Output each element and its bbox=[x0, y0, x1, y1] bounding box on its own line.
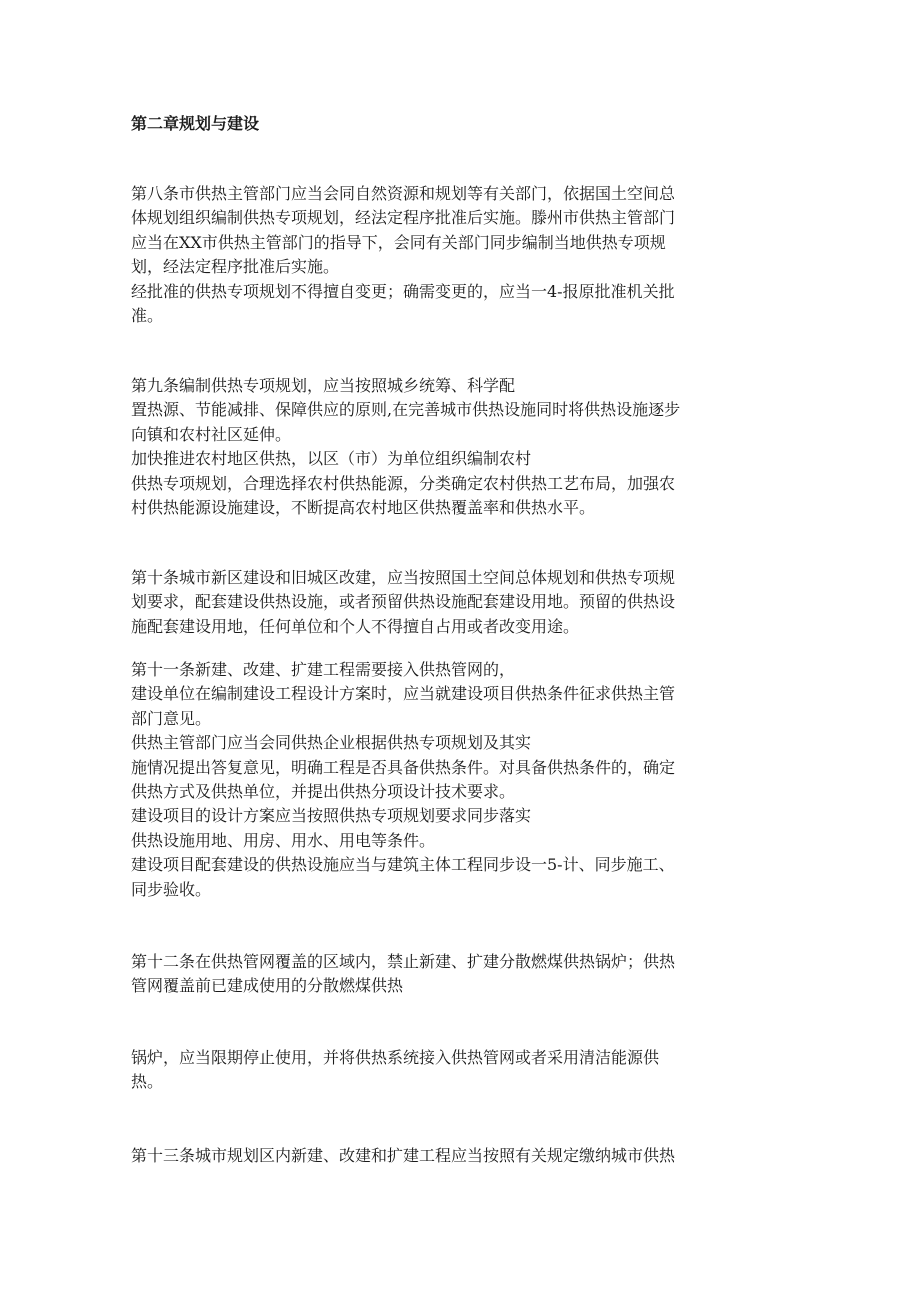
article-10 bbox=[131, 566, 721, 639]
text-line: 供热设施用地、用房、用水、用电等条件。 bbox=[131, 830, 436, 850]
text-line: 准。 bbox=[131, 306, 164, 326]
text-line: 向镇和农村社区延伸。 bbox=[131, 424, 292, 444]
text-line: 划，经法定程序批准后实施。 bbox=[131, 257, 340, 277]
text-line: 第十三条城市规划区内新建、改建和扩建工程应当按照有关规定缴纳城市供热 bbox=[131, 1146, 676, 1165]
article-13 bbox=[131, 1144, 721, 1168]
text-line: 施配套建设用地，任何单位和个人不得擅自占用或者改变用途。 bbox=[131, 616, 580, 636]
text-line: 部门意见。 bbox=[131, 708, 212, 728]
article-11 bbox=[131, 658, 721, 902]
text-line: 供热专项规划，合理选择农村供热能源，分类确定农村供热工艺布局，加强农 bbox=[131, 473, 676, 493]
chapter-title: 第二章规划与建设 bbox=[131, 114, 260, 133]
article-9 bbox=[131, 374, 721, 520]
text-line: 热。 bbox=[131, 1072, 164, 1092]
text-line: 置热源、节能减排、保障供应的原则,在完善城市供热设施同时将供热设施逐步 bbox=[131, 400, 681, 420]
text-line: 应当在XX市供热主管部门的指导下，会同有关部门同步编制当地供热专项规 bbox=[131, 232, 666, 252]
text-line: 划要求，配套建设供热设施，或者预留供热设施配套建设用地。预留的供热设 bbox=[131, 592, 676, 612]
text-line: 经批准的供热专项规划不得擅自变更；确需变更的，应当一4-报原批准机关批 bbox=[131, 281, 675, 301]
text-line: 管网覆盖前已建成使用的分散燃煤供热 bbox=[131, 976, 404, 996]
text-line: 建设项目的设计方案应当按照供热专项规划要求同步落实 bbox=[131, 806, 532, 826]
text-line: 同步验收。 bbox=[131, 879, 212, 899]
text-line: 供热方式及供热单位，并提出供热分项设计技术要求。 bbox=[131, 782, 516, 802]
text-line: 建设项目配套建设的供热设施应当与建筑主体工程同步设一5-计、同步施工、 bbox=[131, 855, 675, 875]
article-12-part-2 bbox=[131, 1046, 721, 1095]
text-line: 加快推进农村地区供热，以区（市）为单位组织编制农村 bbox=[131, 449, 532, 469]
text-line: 第十条城市新区建设和旧城区改建，应当按照国土空间总体规划和供热专项规 bbox=[131, 568, 676, 587]
text-line: 施情况提出答复意见，明确工程是否具备供热条件。对具备供热条件的，确定 bbox=[131, 757, 676, 777]
text-line: 供热主管部门应当会同供热企业根据供热专项规划及其实 bbox=[131, 733, 532, 753]
text-line: 村供热能源设施建设，不断提高农村地区供热覆盖率和供热水平。 bbox=[131, 498, 596, 518]
article-12-part-1 bbox=[131, 950, 721, 999]
text-line: 第八条市供热主管部门应当会同自然资源和规划等有关部门，依据国土空间总 bbox=[131, 184, 676, 203]
text-line: 锅炉，应当限期停止使用，并将供热系统接入供热管网或者采用清洁能源供 bbox=[131, 1048, 660, 1067]
article-8 bbox=[131, 182, 721, 328]
text-line: 第九条编制供热专项规划，应当按照城乡统筹、科学配 bbox=[131, 376, 516, 395]
text-line: 第十二条在供热管网覆盖的区域内，禁止新建、扩建分散燃煤供热锅炉；供热 bbox=[131, 952, 676, 971]
text-line: 建设单位在编制建设工程设计方案时，应当就建设项目供热条件征求供热主管 bbox=[131, 684, 676, 704]
text-line: 体规划组织编制供热专项规划，经法定程序批准后实施。滕州市供热主管部门 bbox=[131, 208, 676, 228]
text-line: 第十一条新建、改建、扩建工程需要接入供热管网的， bbox=[131, 660, 516, 679]
